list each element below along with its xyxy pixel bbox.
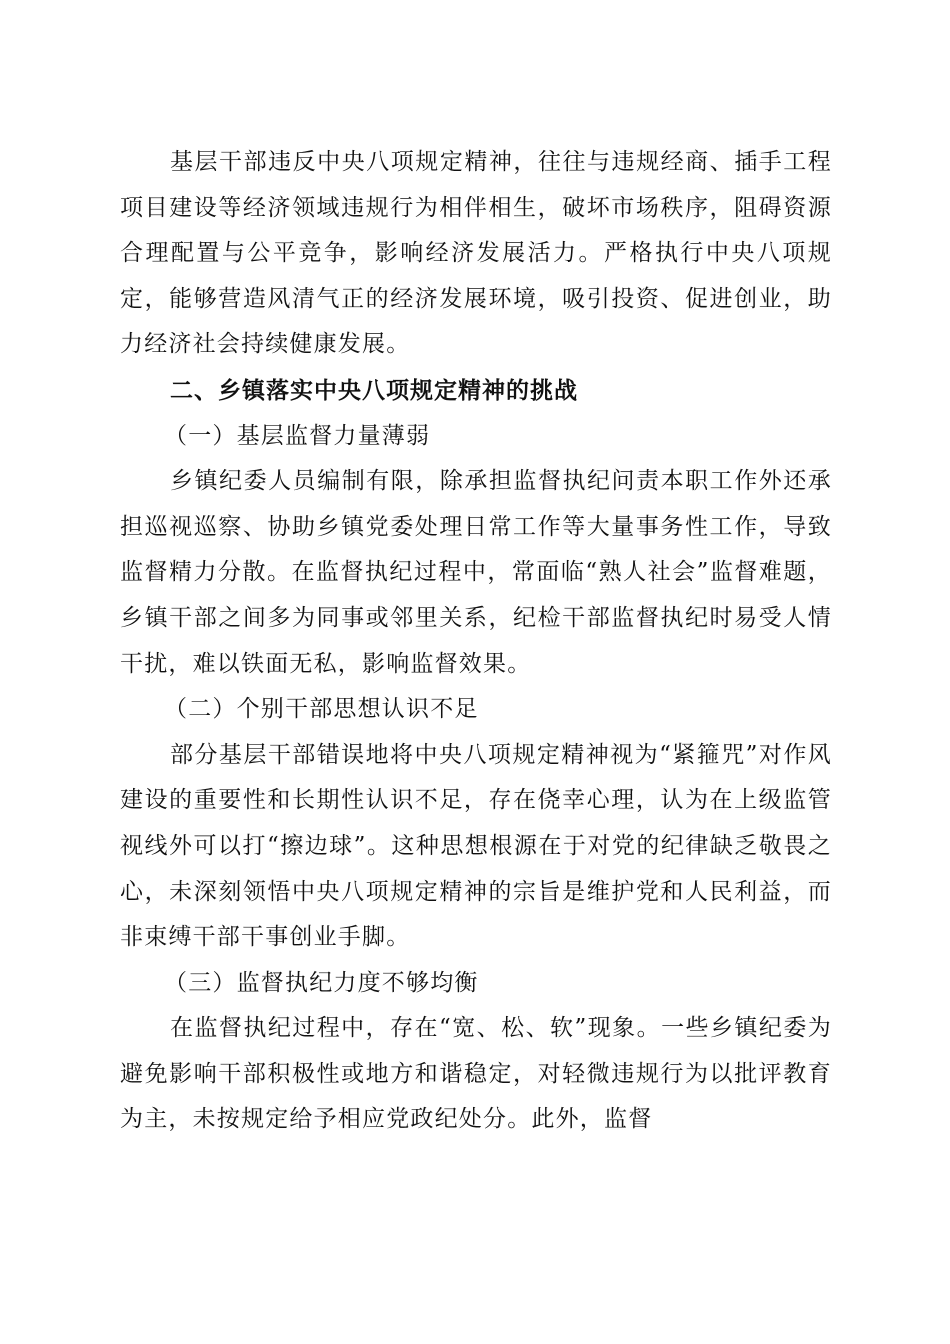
subheading-unbalanced-enforcement: （三）监督执纪力度不够均衡 <box>164 969 479 996</box>
paragraph-insufficient-awareness: 部分基层干部错误地将中央八项规定精神视为“紧箍咒”对作风建设的重要性和长期性认识不足，存在侥幸心理，认为在上级监管视线外可以打“擦边球”。这种思想根源在于对党的纪律缺乏敬畏之心，未深刻领悟中央八项规定精神的宗旨是维护党和人民利益，而非束缚干部干事创业手脚。 <box>120 741 832 951</box>
paragraph-unbalanced-enforcement: 在监督执纪过程中，存在“宽、松、软”现象。一些乡镇纪委为避免影响干部积极性或地方和谐稳定，对轻微违规行为以批评教育为主，未按规定给予相应党政纪处分。此外，监督 <box>120 1015 832 1133</box>
section-heading-challenges: 二、乡镇落实中央八项规定精神的挑战 <box>170 376 578 404</box>
paragraph-economic-impact: 基层干部违反中央八项规定精神，往往与违规经商、插手工程项目建设等经济领域违规行为相伴相生，破坏市场秩序，阻碍资源合理配置与公平竞争，影响经济发展活力。严格执行中央八项规定，能够营造风清气正的经济发展环境，吸引投资、促进创业，助力经济社会持续健康发展。 <box>120 149 832 358</box>
subheading-weak-supervision: （一）基层监督力量薄弱 <box>164 422 431 449</box>
subheading-insufficient-awareness: （二）个别干部思想认识不足 <box>164 696 479 723</box>
document-page <box>120 140 832 1143</box>
paragraph-weak-supervision: 乡镇纪委人员编制有限，除承担监督执纪问责本职工作外还承担巡视巡察、协助乡镇党委处理日常工作等大量事务性工作，导致监督精力分散。在监督执纪过程中，常面临“熟人社会”监督难题，乡镇干部之间多为同事或邻里关系，纪检干部监督执纪时易受人情干扰，难以铁面无私，影响监督效果。 <box>120 468 832 677</box>
